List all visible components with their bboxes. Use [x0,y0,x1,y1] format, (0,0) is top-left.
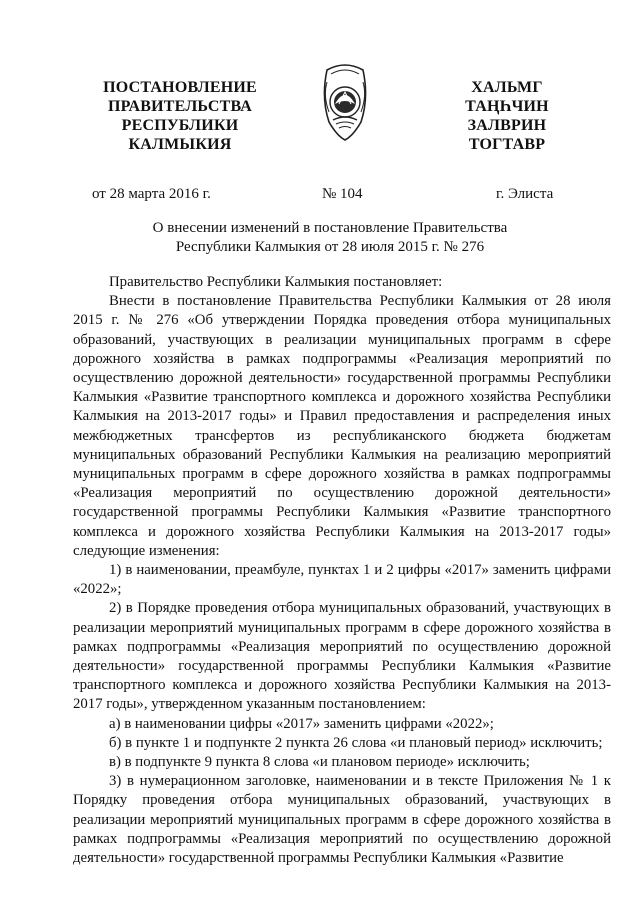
issuer-line: КАЛМЫКИЯ [128,136,232,153]
issuer-russian [80,78,280,154]
issuer-line: РЕСПУБЛИКИ [121,117,239,134]
paragraph-main: Внести в постановление Правительства Республики Калмыкия от 28 июля 2015 г. № 276 «Об утверждении Порядка проведения отбора муниципальных образований, участвующих в реализации муниципальных программ в сфере дорожного хозяйства в рамках подпрограммы «Реализация мероприятий по осуществлению дорожной деятельности» государственной программы Республики Калмыкия «Развитие транспортного комплекса и дорожного хозяйства Республики Калмыкия на 2013-2017 годы» и Правил предоставления и распределения иных межбюджетных трансфертов из республиканского бюджета бюджетам муниципальных образований Республики Калмыкия на реализацию мероприятий муниципальных программ в сфере дорожного хозяйства в рамках подпрограммы «Реализация мероприятий по осуществлению дорожной деятельности» государственной программы Республики Калмыкия «Развитие транспортного комплекса и дорожного хозяйства Республики Калмыкия на 2013-2017 годы» следующие изменения: [73,293,611,559]
issuer-line: ХАЛЬМГ [471,79,543,96]
issuer-line: ТАҢҺЧИН [465,98,549,115]
paragraph-item-1: 1) в наименовании, преамбуле, пунктах 1 и 2 цифры «2017» заменить цифрами «2022»; [73,562,611,598]
title-line: О внесении изменений в постановление Правительства [152,220,508,236]
document-date: от 28 марта 2016 г. [92,186,211,202]
document-number: № 104 [322,186,363,202]
document-title [90,219,570,257]
issuer-line: ПОСТАНОВЛЕНИЕ [103,79,257,96]
paragraph-item-2a: а) в наименовании цифры «2017» заменить цифрами «2022»; [109,715,494,732]
issuer-line: ЗАЛВРИН [467,117,547,134]
document-city: г. Элиста [496,186,554,202]
issuer-line: ПРАВИТЕЛЬСТВА [107,98,253,115]
document-body [73,273,611,868]
paragraph-item-2: 2) в Порядке проведения отбора муниципальных образований, участвующих в реализации мероприятий муниципальных программ в сфере дорожного хозяйства в рамках подпрограммы «Реализация мероприятий по осуществлению дорожной деятельности» государственной программы Республики Калмыкия «Развитие транспортного комплекса и дорожного хозяйства Республики Калмыкия на 2013-2017 годы», утвержденном указанным постановлением: [73,600,611,713]
paragraph-item-3: 3) в нумерационном заголовке, наименовании и в тексте Приложения № 1 к Порядку проведения отбора муниципальных образований, участвующих в реализации мероприятий муниципальных программ в сфере дорожного хозяйства в рамках подпрограммы «Реализация мероприятий по осуществлению дорожной деятельности» государственной программы Республики Калмыкия «Развитие [73,773,611,867]
issuer-line: ТОГТАВР [468,136,546,153]
kalmykia-emblem-icon [319,62,371,142]
paragraph-item-2b: б) в пункте 1 и подпункте 2 пункта 26 слова «и плановый период» исключить; [109,734,603,751]
title-line: Республики Калмыкия от 28 июля 2015 г. № 276 [175,239,485,255]
paragraph-item-2c: в) в подпункте 9 пункта 8 слова «и плановом периоде» исключить; [109,754,530,771]
paragraph-intro: Правительство Республики Калмыкия постановляет: [109,274,443,290]
issuer-kalmyk [432,78,582,154]
